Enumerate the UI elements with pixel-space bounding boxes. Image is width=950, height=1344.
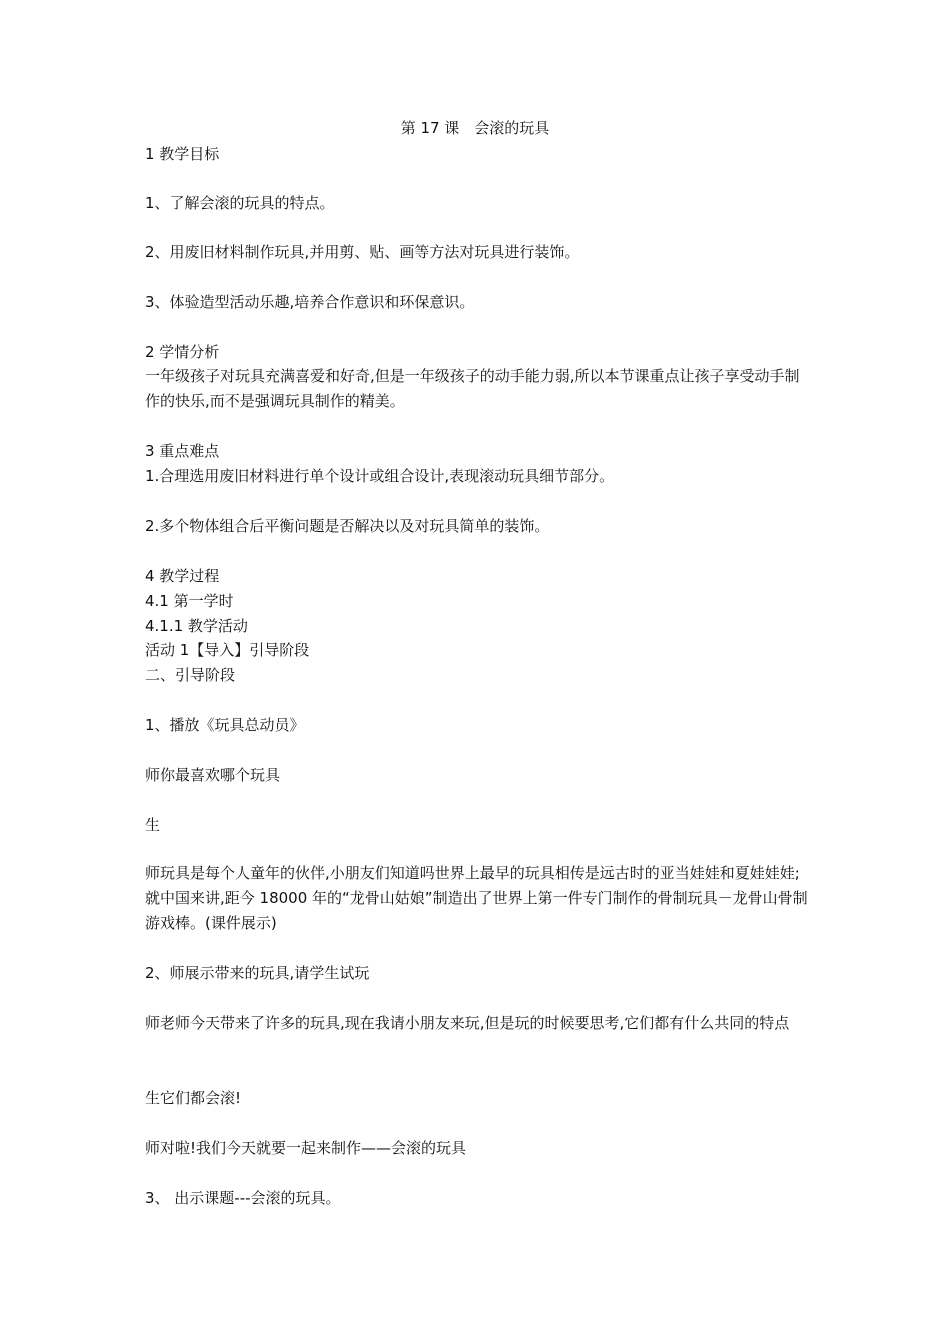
section-heading-process: 4 教学过程 bbox=[145, 567, 220, 585]
step-2-show-toys: 2、师展示带来的玩具,请学生试玩 bbox=[145, 964, 370, 982]
objective-3: 3、体验造型活动乐趣,培养合作意识和环保意识。 bbox=[145, 293, 475, 311]
activity-1-heading: 活动 1【导入】引导阶段 bbox=[145, 641, 310, 659]
subheading-teaching-activity: 4.1.1 教学活动 bbox=[145, 617, 248, 635]
key-point-1: 1.合理选用废旧材料进行单个设计或组合设计,表现滚动玩具细节部分。 bbox=[145, 467, 615, 485]
teacher-question-2: 师老师今天带来了许多的玩具,现在我请小朋友来玩,但是玩的时候要思考,它们都有什么共同的特点 bbox=[145, 1014, 790, 1032]
objective-2: 2、用废旧材料制作玩具,并用剪、贴、画等方法对玩具进行装饰。 bbox=[145, 243, 580, 261]
student-answer-2: 生它们都会滚! bbox=[145, 1089, 242, 1107]
step-1-play-video: 1、播放《玩具总动员》 bbox=[145, 716, 305, 734]
section-heading-objectives: 1 教学目标 bbox=[145, 145, 220, 163]
analysis-paragraph: 一年级孩子对玩具充满喜爱和好奇,但是一年级孩子的动手能力弱,所以本节课重点让孩子享受动手制作的快乐,而不是强调玩具制作的精美。 bbox=[145, 367, 800, 410]
section-heading-key-points: 3 重点难点 bbox=[145, 442, 220, 460]
guide-stage-heading: 二、引导阶段 bbox=[145, 666, 236, 684]
subheading-first-period: 4.1 第一学时 bbox=[145, 592, 234, 610]
key-point-2: 2.多个物体组合后平衡问题是否解决以及对玩具简单的装饰。 bbox=[145, 517, 550, 535]
step-3-show-topic: 3、 出示课题---会滚的玩具。 bbox=[145, 1189, 341, 1207]
lesson-title: 第 17 课 会滚的玩具 bbox=[400, 119, 550, 137]
teacher-question-1: 师你最喜欢哪个玩具 bbox=[145, 766, 281, 784]
objective-1: 1、了解会滚的玩具的特点。 bbox=[145, 194, 335, 212]
student-answer-1: 生 bbox=[145, 816, 161, 834]
section-heading-analysis: 2 学情分析 bbox=[145, 343, 220, 361]
teacher-statement: 师对啦!我们今天就要一起来制作——会滚的玩具 bbox=[145, 1139, 467, 1157]
teacher-story-paragraph: 师玩具是每个人童年的伙伴,小朋友们知道吗世界上最早的玩具相传是远古时的亚当娃娃和夏娃娃娃;就中国来讲,距今 18000 年的“龙骨山姑娘”制造出了世界上第一件专门制作的骨制玩具－龙骨山骨制游戏棒。(课件展示) bbox=[145, 864, 808, 932]
